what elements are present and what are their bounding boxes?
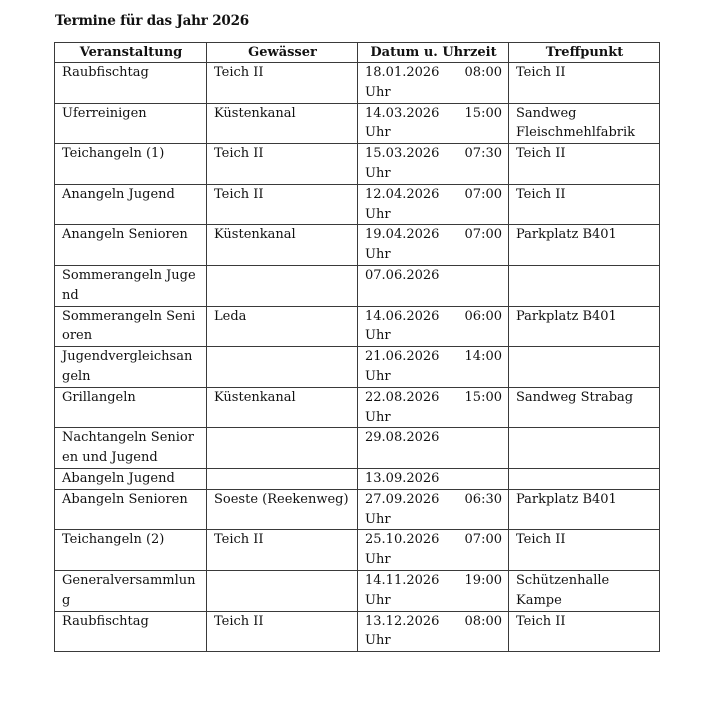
cell-event	[55, 265, 207, 306]
water-name: Teich II	[214, 532, 264, 548]
event-name: Nachtangeln Senioren und Jugend	[62, 430, 194, 466]
event-date: 18.01.2026	[365, 65, 440, 80]
cell-water	[207, 570, 358, 611]
meeting-point: Parkplatz B401	[516, 227, 617, 243]
event-date: 25.10.2026	[365, 532, 440, 548]
table-row	[55, 570, 660, 611]
cell-event	[55, 489, 207, 530]
water-name: Leda	[214, 308, 247, 324]
event-name: Uferreinigen	[62, 105, 147, 121]
water-name: Teich II	[214, 65, 264, 80]
event-time: 06:30	[464, 491, 502, 507]
cell-event	[55, 530, 207, 571]
table-row	[55, 489, 660, 530]
event-name: Anangeln Jugend	[62, 186, 175, 202]
cell-event	[55, 347, 207, 388]
event-time-suffix: Uhr	[365, 206, 391, 222]
event-time: 15:00	[464, 389, 502, 405]
meeting-point: Teich II	[516, 186, 566, 202]
event-name: Grillangeln	[62, 389, 136, 405]
meeting-point: Teich II	[516, 65, 566, 80]
cell-water	[207, 611, 358, 652]
event-date: 19.04.2026	[365, 227, 440, 243]
cell-meeting-point	[509, 428, 660, 469]
event-time: 08:00	[464, 613, 502, 629]
event-name: Raubfischtag	[62, 65, 149, 80]
cell-date-time	[358, 225, 509, 266]
event-time: 07:00	[464, 186, 502, 202]
cell-meeting-point	[509, 489, 660, 530]
water-name: Küstenkanal	[214, 389, 296, 405]
cell-meeting-point	[509, 387, 660, 428]
cell-event	[55, 144, 207, 185]
cell-event	[55, 468, 207, 489]
event-date: 13.12.2026	[365, 613, 440, 629]
event-date: 12.04.2026	[365, 186, 440, 202]
event-time-suffix: Uhr	[365, 409, 391, 425]
event-time: 07:30	[464, 146, 502, 162]
event-date: 21.06.2026	[365, 349, 440, 365]
water-name: Küstenkanal	[214, 105, 296, 121]
water-name: Teich II	[214, 186, 264, 202]
event-date: 07.06.2026	[365, 267, 440, 283]
event-time: 06:00	[464, 308, 502, 324]
cell-meeting-point	[509, 347, 660, 388]
cell-water	[207, 144, 358, 185]
cell-event	[55, 428, 207, 469]
cell-event	[55, 387, 207, 428]
cell-meeting-point	[509, 225, 660, 266]
cell-date-time	[358, 387, 509, 428]
table-row	[55, 611, 660, 652]
header-water: Gewässer	[207, 43, 358, 63]
event-time-suffix: Uhr	[365, 552, 391, 568]
cell-date-time	[358, 611, 509, 652]
meeting-point: Teich II	[516, 532, 566, 548]
cell-meeting-point	[509, 530, 660, 571]
table-row	[55, 387, 660, 428]
event-time: 07:00	[464, 227, 502, 243]
cell-water	[207, 530, 358, 571]
cell-event	[55, 63, 207, 104]
event-time-suffix: Uhr	[365, 125, 391, 141]
cell-meeting-point	[509, 144, 660, 185]
cell-water	[207, 265, 358, 306]
cell-event	[55, 225, 207, 266]
event-name: Abangeln Jugend	[62, 470, 175, 486]
cell-event	[55, 570, 207, 611]
cell-meeting-point	[509, 468, 660, 489]
cell-meeting-point	[509, 611, 660, 652]
header-meeting-point: Treffpunkt	[509, 43, 660, 63]
event-date: 13.09.2026	[365, 470, 440, 486]
event-time-suffix: Uhr	[365, 247, 391, 263]
event-name: Generalversammlung	[62, 572, 196, 608]
water-name: Teich II	[214, 146, 264, 162]
cell-meeting-point	[509, 63, 660, 104]
event-name: Abangeln Senioren	[62, 491, 188, 507]
cell-water	[207, 387, 358, 428]
table-row	[55, 265, 660, 306]
table-row	[55, 103, 660, 144]
meeting-point: Sandweg Strabag	[516, 389, 634, 405]
cell-event	[55, 306, 207, 347]
meeting-point: Schützenhalle Kampe	[516, 572, 610, 608]
event-date: 14.11.2026	[365, 572, 440, 588]
cell-water	[207, 306, 358, 347]
cell-date-time	[358, 306, 509, 347]
event-time: 08:00	[464, 65, 502, 80]
event-date: 14.06.2026	[365, 308, 440, 324]
water-name: Soeste (Reekenweg)	[214, 491, 349, 507]
event-time-suffix: Uhr	[365, 328, 391, 344]
table-row	[55, 530, 660, 571]
event-name: Sommerangeln Senioren	[62, 308, 196, 344]
event-date: 27.09.2026	[365, 491, 440, 507]
meeting-point: Parkplatz B401	[516, 491, 617, 507]
cell-water	[207, 103, 358, 144]
cell-water	[207, 184, 358, 225]
cell-meeting-point	[509, 103, 660, 144]
table-row	[55, 184, 660, 225]
cell-meeting-point	[509, 265, 660, 306]
event-time-suffix: Uhr	[365, 165, 391, 181]
event-time: 07:00	[464, 532, 502, 548]
event-name: Teichangeln (1)	[62, 146, 165, 162]
event-time: 14:00	[464, 349, 502, 365]
event-time: 15:00	[464, 105, 502, 121]
event-time-suffix: Uhr	[365, 592, 391, 608]
event-date: 22.08.2026	[365, 389, 440, 405]
cell-date-time	[358, 468, 509, 489]
event-date: 29.08.2026	[365, 430, 440, 446]
cell-event	[55, 184, 207, 225]
table-row	[55, 225, 660, 266]
document-title: Termine für das Jahr 2026	[55, 13, 249, 29]
cell-date-time	[358, 63, 509, 104]
table-row	[55, 468, 660, 489]
cell-meeting-point	[509, 184, 660, 225]
table-row	[55, 144, 660, 185]
event-name: Anangeln Senioren	[62, 227, 188, 243]
cell-event	[55, 611, 207, 652]
event-date: 14.03.2026	[365, 105, 440, 121]
cell-date-time	[358, 265, 509, 306]
header-date-time: Datum u. Uhrzeit	[358, 43, 509, 63]
cell-water	[207, 63, 358, 104]
event-time-suffix: Uhr	[365, 368, 391, 384]
event-name: Raubfischtag	[62, 613, 149, 629]
water-name: Küstenkanal	[214, 227, 296, 243]
cell-meeting-point	[509, 306, 660, 347]
meeting-point: Teich II	[516, 613, 566, 629]
event-time-suffix: Uhr	[365, 84, 391, 100]
meeting-point: Parkplatz B401	[516, 308, 617, 324]
event-name: Jugendvergleichsangeln	[62, 349, 193, 384]
cell-date-time	[358, 570, 509, 611]
cell-date-time	[358, 489, 509, 530]
cell-date-time	[358, 184, 509, 225]
events-table	[54, 42, 660, 652]
cell-date-time	[358, 144, 509, 185]
table-body	[55, 63, 660, 652]
cell-event	[55, 103, 207, 144]
cell-water	[207, 428, 358, 469]
event-time: 19:00	[464, 572, 502, 588]
meeting-point: Sandweg Fleischmehlfabrik	[516, 105, 636, 141]
cell-date-time	[358, 347, 509, 388]
table-row	[55, 63, 660, 104]
event-date: 15.03.2026	[365, 146, 440, 162]
cell-meeting-point	[509, 570, 660, 611]
meeting-point: Teich II	[516, 146, 566, 162]
table-header-row	[55, 43, 660, 63]
cell-water	[207, 347, 358, 388]
cell-water	[207, 489, 358, 530]
water-name: Teich II	[214, 613, 264, 629]
cell-date-time	[358, 103, 509, 144]
event-name: Teichangeln (2)	[62, 532, 165, 548]
table-row	[55, 428, 660, 469]
cell-water	[207, 468, 358, 489]
header-event: Veranstaltung	[55, 43, 207, 63]
table-row	[55, 347, 660, 388]
cell-date-time	[358, 428, 509, 469]
table-row	[55, 306, 660, 347]
event-time-suffix: Uhr	[365, 633, 391, 649]
event-name: Sommerangeln Jugend	[62, 267, 196, 303]
cell-water	[207, 225, 358, 266]
cell-date-time	[358, 530, 509, 571]
event-time-suffix: Uhr	[365, 511, 391, 527]
